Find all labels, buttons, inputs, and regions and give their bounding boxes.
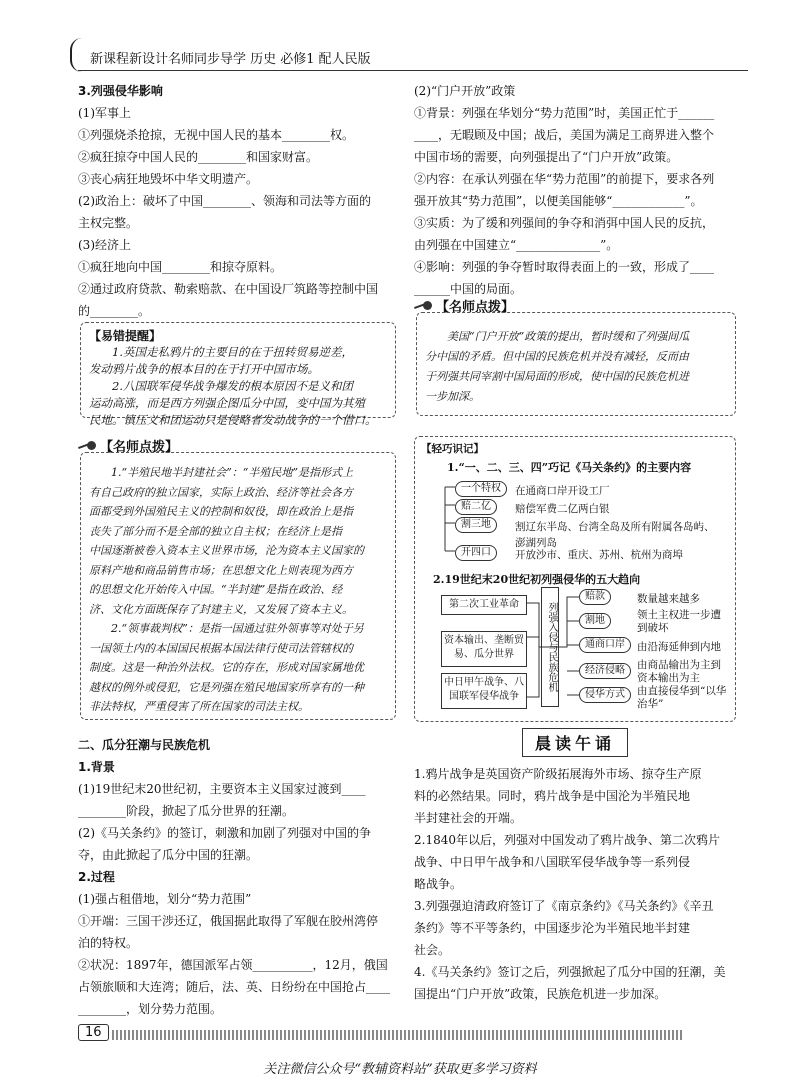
text-line: ________，划分势力范围。 xyxy=(78,1002,223,1016)
tip-line: 中国逐渐被卷入资本主义世界市场，沦为资本主义国家的 xyxy=(89,544,364,557)
flow-box: 第二次工业革命 xyxy=(441,595,527,615)
text-line: 的________。 xyxy=(78,304,151,318)
flow-box: 中日甲午战争、八国联军侵华战争 xyxy=(441,673,527,709)
teacher-tip-title: 【名师点拨】 xyxy=(100,440,179,455)
flow-branches xyxy=(559,587,579,707)
bracket-lines xyxy=(435,481,455,557)
tip-line: 一国领土内的本国国民根据本国法律行使司法管辖权的 xyxy=(89,641,353,655)
section-title: 3.列强侵华影响 xyxy=(78,84,163,98)
morning-line: 条约》等不平等条约，中国逐步沦为半殖民地半封建 xyxy=(414,921,691,935)
tip-line: 分中国的矛盾。但中国的民族危机并没有减轻，反而由 xyxy=(425,350,689,363)
tip-line: 美国“门户开放”政策的提出，暂时缓和了列强间瓜 xyxy=(447,330,690,343)
header-rule xyxy=(78,70,748,71)
memo-title: 【轻巧识记】 xyxy=(421,443,484,455)
text-line: 泊的特权。 xyxy=(78,936,139,950)
trend-value: 领土主权进一步遭到破坏 xyxy=(637,609,721,634)
trend-value: 由直接侵华到“以华治华” xyxy=(637,685,727,710)
text-line: (2)政治上：破坏了中国________、领海和司法等方面的 xyxy=(78,194,371,208)
memo-value: 割辽东半岛、台湾全岛及所有附属各岛屿、澎湖列岛 xyxy=(515,521,715,549)
error-line: 民地。镇压义和团运动只是侵略者发动战争的一个借口。 xyxy=(89,413,377,427)
tip-line: 2.“领事裁判权”：是指一国通过驻外领事等对处于另 xyxy=(111,622,364,635)
memo-key: 割三地 xyxy=(455,517,497,533)
tip-line: 有自己政府的独立国家，实际上政治、经济等社会各方 xyxy=(89,485,353,499)
footer-note: 关注微信公众号“教辅资料站”获取更多学习资料 xyxy=(263,1062,537,1077)
memo-key: 一个特权 xyxy=(455,481,507,497)
text-line: ②内容：在承认列强在华“势力范围”的前提下，要求各列 xyxy=(414,172,715,186)
morning-reading xyxy=(414,728,736,1005)
page-header xyxy=(70,38,750,72)
flow-center: 列强入侵与民族危机 xyxy=(541,587,559,707)
teacher-tip-box xyxy=(80,452,396,720)
tip-line: 原料产地和商品销售市场；在思想文化上则表现为西方 xyxy=(89,563,353,577)
teacher-tip-title: 【名师点拨】 xyxy=(436,300,515,315)
trend-value: 由沿海延伸到内地 xyxy=(637,641,721,653)
memo-value: 开放沙市、重庆、苏州、杭州为商埠 xyxy=(515,549,683,561)
text-line: (1)军事上 xyxy=(78,106,131,120)
tip-line: 的思想文化开始传入中国。“半封建”是指在政治、经 xyxy=(89,583,343,596)
right-column-top xyxy=(414,80,734,300)
text-line: (2)《马关条约》的签订，刺激和加剧了列强对中国的争 xyxy=(78,826,372,840)
text-line: 占领旅顺和大连湾；随后，法、英、日纷纷在中国抢占____ xyxy=(78,980,391,994)
tip-line: 于列强共同宰割中国局面的形成，使中国的民族危机进 xyxy=(425,370,689,383)
memo-key: 开四口 xyxy=(455,545,497,561)
text-line: 强开放其“势力范围”，以便美国能够“____________”。 xyxy=(414,194,703,208)
text-line: ②通过政府贷款、勒索赔款、在中国设厂筑路等控制中国 xyxy=(78,282,379,296)
memo-value: 在通商口岸开设工厂 xyxy=(515,485,610,497)
text-line: ③丧心病狂地毁坏中华文明遗产。 xyxy=(78,172,259,186)
error-line: 发动鸦片战争的根本目的在于打开中国市场。 xyxy=(89,362,319,376)
text-line: ①开端：三国干涉还辽，俄国据此取得了军舰在胶州湾停 xyxy=(78,914,379,928)
header-title: 新课程新设计名师同步导学 历史 必修1 配人民版 xyxy=(90,52,371,67)
trend-key: 通商口岸 xyxy=(579,637,631,653)
tip-line: 一步加深。 xyxy=(425,390,480,403)
trend-value: 由商品输出为主到资本输出为主 xyxy=(637,659,721,684)
section-title: 二、瓜分狂潮与民族危机 xyxy=(78,738,211,752)
trend-value: 数量越来越多 xyxy=(637,593,700,605)
morning-line: 1.鸦片战争是英国资产阶级拓展海外市场、掠夺生产原 xyxy=(414,767,702,781)
left-column-bottom xyxy=(78,734,398,1020)
text-line: (3)经济上 xyxy=(78,238,131,252)
morning-line: 战争、中日甲午战争和八国联军侵华战争等一系列侵 xyxy=(414,855,691,869)
tip-line: 济、文化方面既保存了封建主义，又发展了资本主义。 xyxy=(89,602,353,616)
text-line: ③实质：为了缓和列强间的争夺和消弭中国人民的反抗， xyxy=(414,216,715,230)
left-column-top xyxy=(78,80,398,322)
text-line: ④影响：列强的争夺暂时取得表面上的一致，形成了____ xyxy=(414,260,715,274)
morning-line: 社会。 xyxy=(414,943,451,957)
morning-line: 料的必然结果。同时，鸦片战争是中国沦为半殖民地 xyxy=(414,789,691,803)
error-line: 2.八国联军侵华战争爆发的根本原因不是义和团 xyxy=(112,379,353,393)
subsection-title: 2.过程 xyxy=(78,870,115,884)
teacher-tip-box-right xyxy=(416,312,736,416)
text-line: (1)强占租借地，划分“势力范围” xyxy=(78,892,252,906)
pin-icon xyxy=(78,441,96,451)
error-line: 1.英国走私鸦片的主要目的在于扭转贸易逆差， xyxy=(112,345,353,359)
tip-line: 面都受到外国殖民主义的控制和奴役，即在政治上是指 xyxy=(89,505,353,518)
morning-line: 3.列强强迫清政府签订了《南京条约》《马关条约》《辛丑 xyxy=(414,899,714,913)
text-line: ______中国的局面。 xyxy=(414,282,523,296)
text-line: ①背景：列强在华划分“势力范围”时，美国正忙于______ xyxy=(414,106,715,120)
memo-key: 赔二亿 xyxy=(455,499,497,515)
text-line: 主权完整。 xyxy=(78,216,139,230)
trend-key: 经济侵略 xyxy=(579,663,631,679)
error-reminder-box xyxy=(80,322,396,427)
header-curve xyxy=(70,38,84,72)
error-line: 运动高涨，而是西方列强企图瓜分中国，变中国为其殖 xyxy=(89,396,365,410)
text-line: ____，无暇顾及中国；战后，美国为满足工商界进入整个 xyxy=(414,128,715,142)
morning-title: 晨读午诵 xyxy=(522,728,628,757)
text-line: (2)“门户开放”政策 xyxy=(414,84,516,98)
text-line: 由列强在中国建立“______________”。 xyxy=(414,238,619,252)
text-line: ②疯狂掠夺中国人民的________和国家财富。 xyxy=(78,150,319,164)
morning-line: 半封建社会的开端。 xyxy=(414,811,523,825)
memory-tips-box xyxy=(414,436,736,722)
text-line: ②状况：1897年，德国派军占领__________，12月，俄国 xyxy=(78,958,388,972)
trend-key: 赔款 xyxy=(579,589,611,605)
text-line: ①疯狂地向中国________和掠夺原料。 xyxy=(78,260,283,274)
tip-line: 制度。这是一种治外法权。它的存在，形成对国家属地优 xyxy=(89,661,364,674)
error-title: 【易错提醒】 xyxy=(89,329,162,343)
page-bar xyxy=(112,1030,682,1040)
tip-line: 非法特权，严重侵害了所在国家的司法主权。 xyxy=(89,700,309,713)
morning-line: 国提出“门户开放”政策，民族危机进一步加深。 xyxy=(414,987,667,1001)
morning-line: 略战争。 xyxy=(414,877,463,891)
text-line: 中国市场的需要，向列强提出了“门户开放”政策。 xyxy=(414,150,679,164)
pin-icon xyxy=(414,301,432,311)
text-line: 夺，由此掀起了瓜分中国的狂潮。 xyxy=(78,848,259,862)
text-line: (1)19世纪末20世纪初，主要资本主义国家过渡到____ xyxy=(78,782,366,796)
memo-value: 赔偿军费二亿两白银 xyxy=(515,503,610,515)
tip-line: 丧失了部分而不是全部的独立自主权；在经济上是指 xyxy=(89,524,342,538)
trend-key: 割地 xyxy=(579,613,611,629)
flow-box: 资本输出、垄断贸易、瓜分世界 xyxy=(441,631,527,667)
morning-line: 2.1840年以后，列强对中国发动了鸦片战争、第二次鸦片 xyxy=(414,833,720,847)
memo-subtitle: 1.“一、二、三、四”巧记《马关条约》的主要内容 xyxy=(447,461,692,474)
page-number: 16 xyxy=(78,1024,109,1041)
tip-line: 越权的例外或侵犯，它是列强在殖民地国家所享有的一种 xyxy=(89,680,364,694)
trend-key: 侵华方式 xyxy=(579,687,631,703)
subsection-title: 1.背景 xyxy=(78,760,115,774)
memo-subtitle: 2.19世纪末20世纪初列强侵华的五大趋向 xyxy=(433,573,641,586)
tip-line: 1.“半殖民地半封建社会”：“半殖民地”是指形式上 xyxy=(111,466,353,479)
text-line: ①列强烧杀抢掠，无视中国人民的基本________权。 xyxy=(78,128,355,142)
text-line: ________阶段，掀起了瓜分世界的狂潮。 xyxy=(78,804,295,818)
morning-line: 4.《马关条约》签订之后，列强掀起了瓜分中国的狂潮，美 xyxy=(414,965,726,979)
